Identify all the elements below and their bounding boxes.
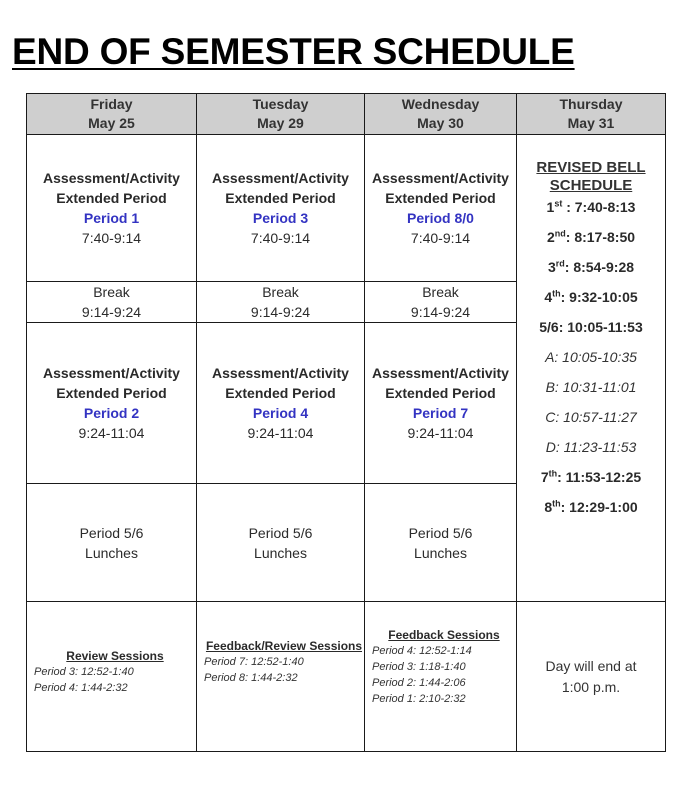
assessment-cell-friday-1 — [26, 134, 197, 282]
session-line: Period 7: 12:52-1:40 — [204, 656, 304, 668]
session-line: Period 8: 1:44-2:32 — [204, 672, 298, 684]
session-line: Period 3: 1:18-1:40 — [372, 661, 466, 673]
session-heading: Review Sessions — [66, 649, 164, 663]
time-range: 9:24-11:04 — [78, 425, 145, 441]
header-day: Wednesday — [401, 96, 480, 112]
cell-line: Extended Period — [225, 385, 336, 401]
sessions-cell-friday — [26, 601, 197, 752]
assessment-cell-tuesday-2 — [196, 322, 365, 484]
session-line: Period 4: 12:52-1:14 — [372, 645, 472, 657]
header-date: May 25 — [88, 115, 135, 131]
header-friday — [26, 93, 197, 135]
lunch-slot: D: 11:23-11:53 — [545, 439, 637, 455]
lunch-cell-tuesday — [196, 483, 365, 602]
end-note-line: 1:00 p.m. — [561, 678, 621, 695]
cell-line: Assessment/Activity — [212, 170, 349, 186]
time-range: 9:14-9:24 — [410, 304, 471, 320]
break-label: Break — [422, 284, 459, 300]
period-label: Period 3 — [252, 210, 309, 226]
page-title: END OF SEMESTER SCHEDULE — [12, 31, 575, 72]
bell-row: 4th: 9:32-10:05 — [544, 288, 638, 305]
break-label: Break — [93, 284, 130, 300]
header-tuesday — [196, 93, 365, 135]
session-heading: Feedback/Review Sessions — [205, 639, 363, 653]
period-label: Period 4 — [252, 405, 309, 421]
bell-row: 7th: 11:53-12:25 — [540, 468, 642, 485]
bell-row: 5/6: 10:05-11:53 — [539, 319, 643, 335]
end-note-line: Day will end at — [545, 657, 637, 674]
session-line: Period 3: 12:52-1:40 — [34, 666, 134, 678]
cell-line: Period 5/6 — [248, 524, 313, 541]
header-wednesday — [364, 93, 517, 135]
break-cell-tuesday — [196, 281, 365, 323]
cell-line: Assessment/Activity — [212, 365, 349, 381]
break-cell-friday — [26, 281, 197, 323]
time-range: 9:14-9:24 — [250, 304, 311, 320]
lunch-cell-friday — [26, 483, 197, 602]
session-line: Period 2: 1:44-2:06 — [372, 677, 466, 689]
time-range: 7:40-9:14 — [81, 230, 142, 246]
cell-line: Lunches — [414, 544, 467, 561]
schedule-table — [26, 93, 666, 752]
cell-line: Assessment/Activity — [372, 365, 509, 381]
time-range: 7:40-9:14 — [410, 230, 471, 246]
end-note-cell — [516, 601, 666, 752]
session-line: Period 1: 2:10-2:32 — [372, 693, 466, 705]
assessment-cell-wednesday-1 — [364, 134, 517, 282]
cell-line: Extended Period — [56, 190, 167, 206]
cell-line: Lunches — [254, 544, 307, 561]
header-date: May 31 — [567, 115, 615, 131]
header-thursday — [516, 93, 666, 135]
cell-line: Extended Period — [385, 190, 496, 206]
assessment-cell-friday-2 — [26, 322, 197, 484]
period-label: Period 8/0 — [407, 210, 474, 226]
time-range: 9:14-9:24 — [81, 304, 142, 320]
sessions-cell-wednesday — [364, 601, 517, 752]
period-label: Period 1 — [83, 210, 140, 226]
cell-line: Period 5/6 — [79, 524, 144, 541]
header-day: Friday — [90, 96, 133, 112]
cell-line: Period 5/6 — [408, 524, 473, 541]
session-heading: Feedback Sessions — [388, 628, 500, 642]
bell-row: 8th: 12:29-1:00 — [544, 498, 638, 515]
time-range: 9:24-11:04 — [407, 425, 474, 441]
cell-line: Assessment/Activity — [372, 170, 509, 186]
sessions-cell-tuesday — [196, 601, 365, 752]
cell-line: Extended Period — [225, 190, 336, 206]
time-range: 9:24-11:04 — [247, 425, 314, 441]
cell-line: Assessment/Activity — [43, 365, 180, 381]
bell-schedule-title: SCHEDULE — [549, 177, 633, 194]
bell-row: 1st : 7:40-8:13 — [546, 198, 636, 215]
lunch-slot: C: 10:57-11:27 — [545, 409, 637, 425]
cell-line: Extended Period — [56, 385, 167, 401]
period-label: Period 7 — [412, 405, 469, 421]
break-cell-wednesday — [364, 281, 517, 323]
cell-line: Lunches — [85, 544, 138, 561]
header-date: May 29 — [257, 115, 304, 131]
lunch-slot: A: 10:05-10:35 — [545, 349, 637, 365]
lunch-slot: B: 10:31-11:01 — [545, 379, 637, 395]
header-day: Tuesday — [252, 96, 309, 112]
bell-schedule-title: REVISED BELL — [536, 159, 646, 176]
assessment-cell-wednesday-2 — [364, 322, 517, 484]
session-line: Period 4: 1:44-2:32 — [34, 682, 128, 694]
assessment-cell-tuesday-1 — [196, 134, 365, 282]
break-label: Break — [262, 284, 299, 300]
lunch-cell-wednesday — [364, 483, 517, 602]
time-range: 7:40-9:14 — [250, 230, 311, 246]
bell-schedule-cell — [516, 134, 666, 602]
bell-row: 3rd: 8:54-9:28 — [547, 258, 635, 275]
cell-line: Assessment/Activity — [43, 170, 180, 186]
header-day: Thursday — [559, 96, 623, 112]
period-label: Period 2 — [83, 405, 140, 421]
cell-line: Extended Period — [385, 385, 496, 401]
header-date: May 30 — [417, 115, 464, 131]
bell-row: 2nd: 8:17-8:50 — [546, 228, 636, 245]
